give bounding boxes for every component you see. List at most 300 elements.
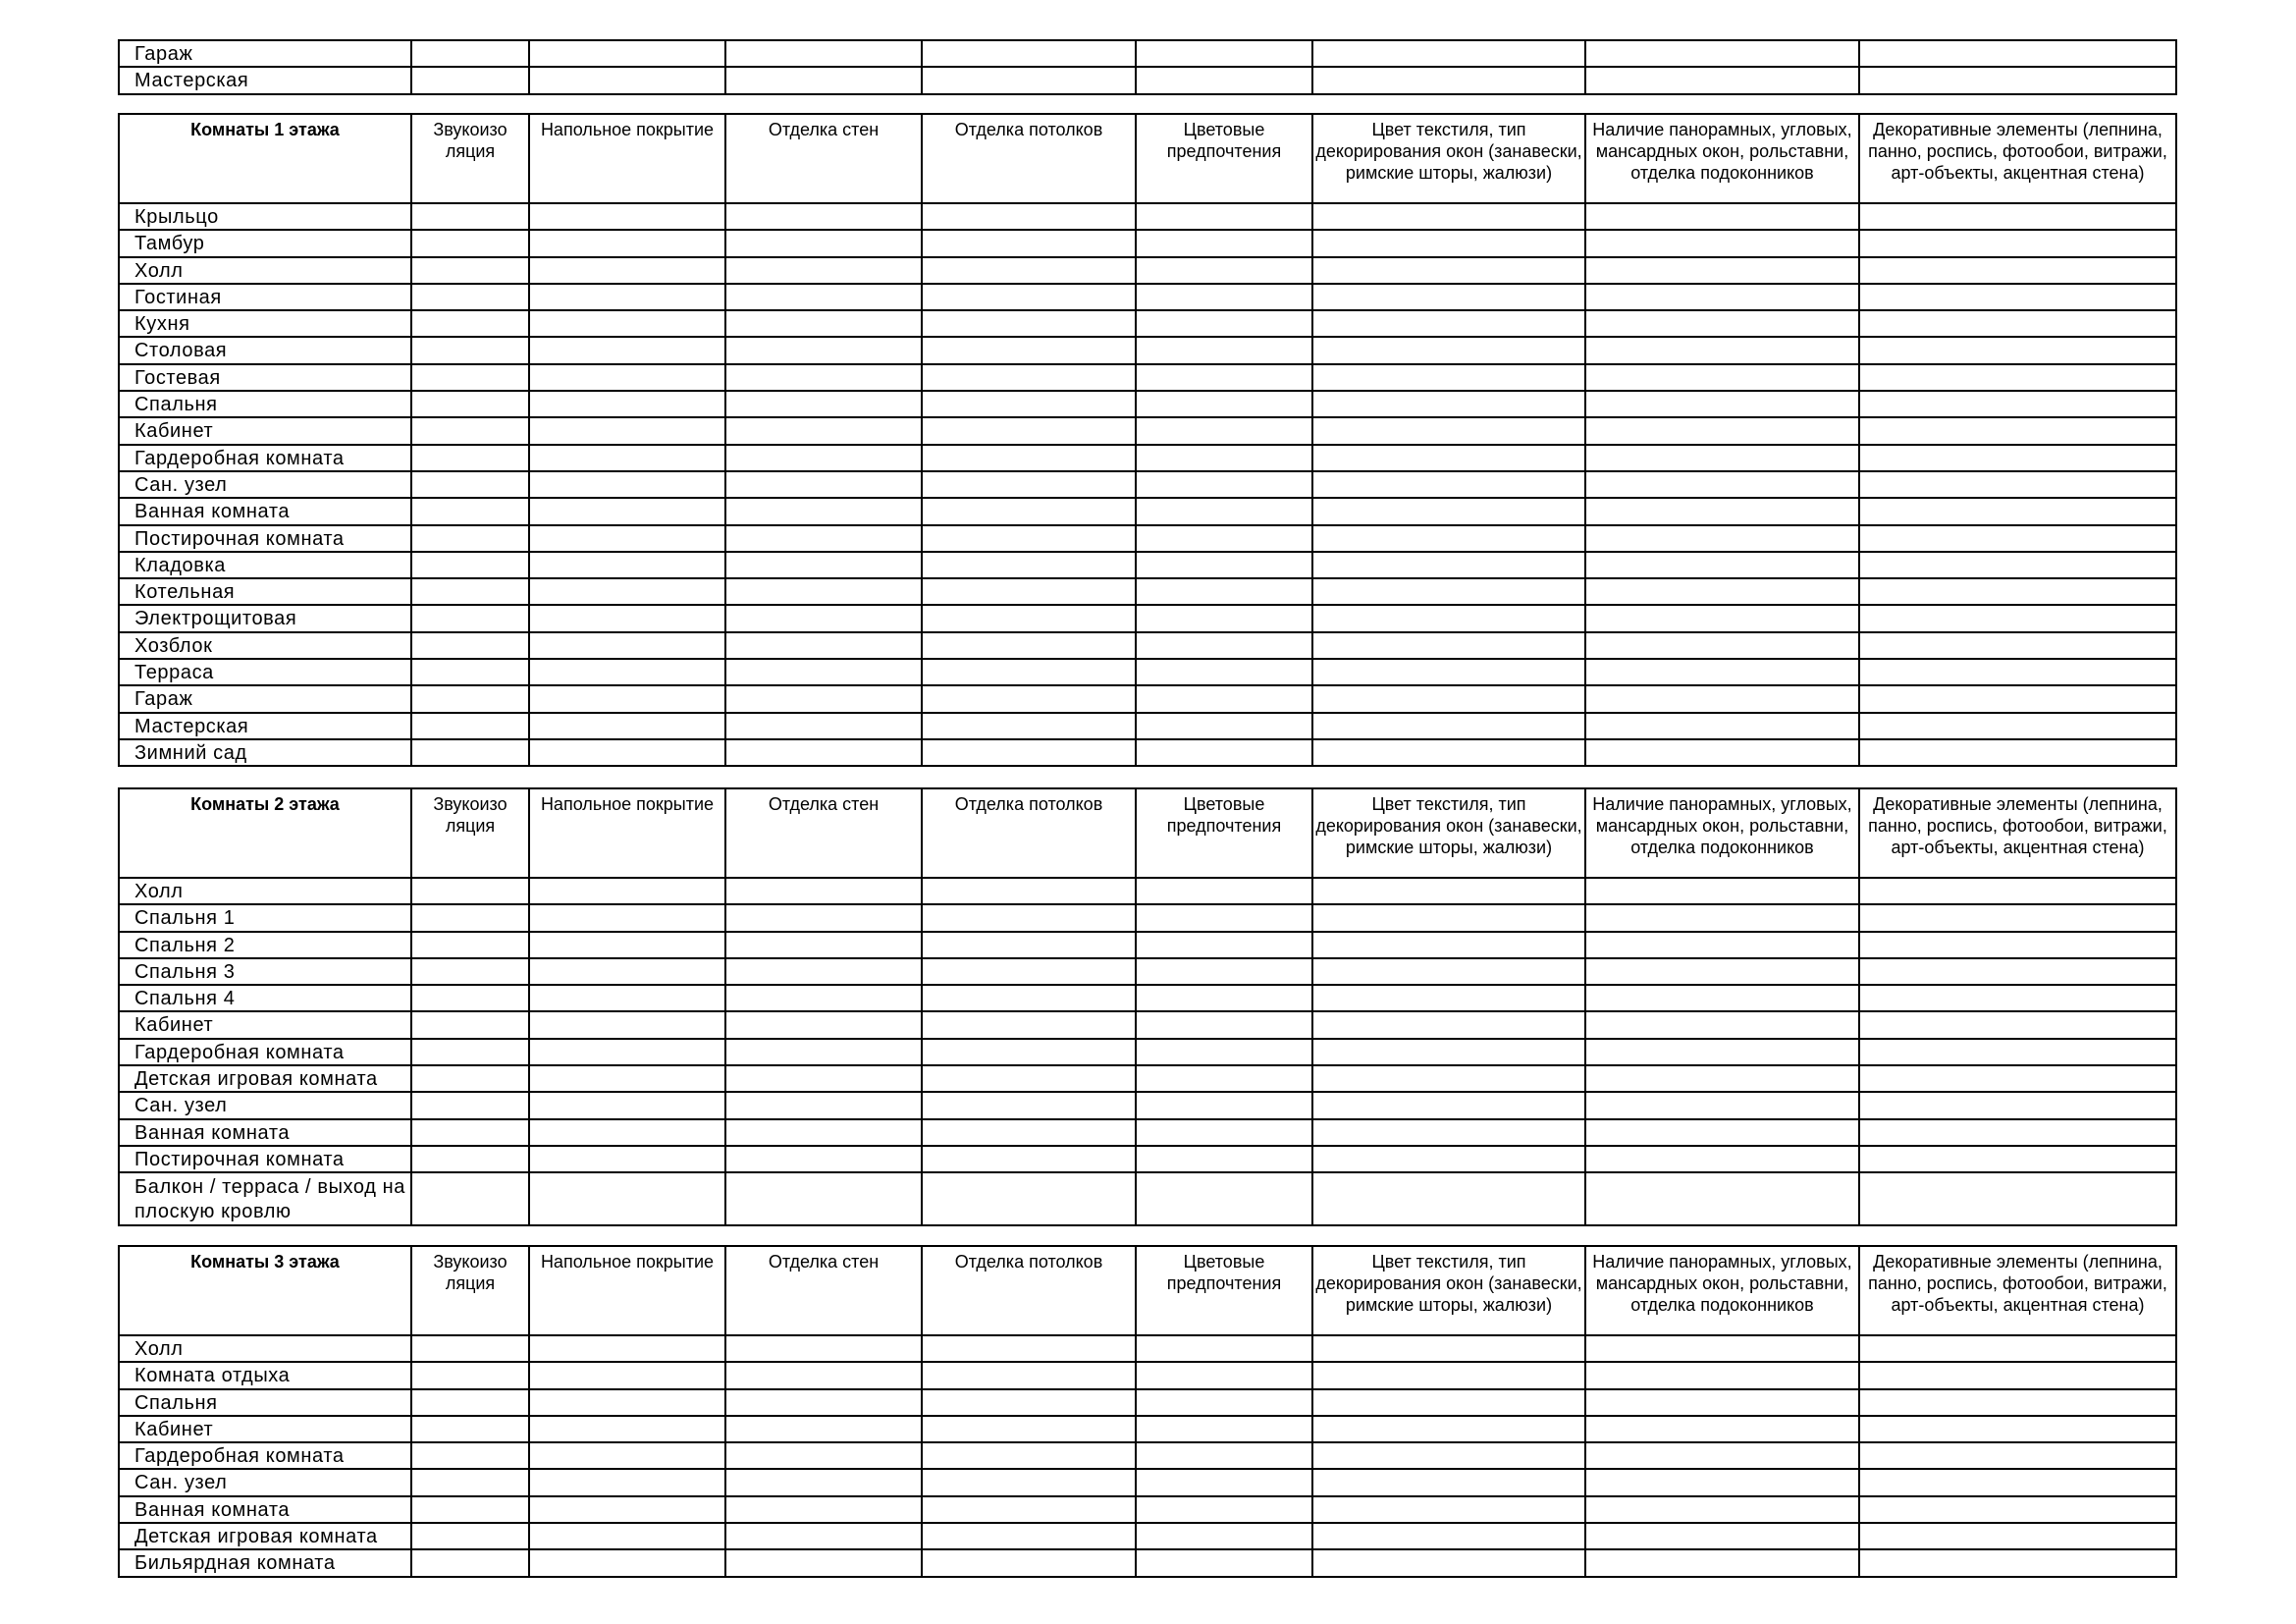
- table-cell[interactable]: [1585, 391, 1859, 417]
- table-cell[interactable]: [529, 1065, 725, 1092]
- table-cell[interactable]: [1136, 364, 1312, 391]
- table-cell[interactable]: [1312, 1549, 1585, 1576]
- table-cell[interactable]: [1312, 364, 1585, 391]
- table-cell[interactable]: [1585, 1362, 1859, 1388]
- table-cell[interactable]: [1136, 498, 1312, 524]
- table-cell[interactable]: [1136, 578, 1312, 605]
- table-cell[interactable]: [725, 958, 922, 985]
- table-cell[interactable]: [529, 1039, 725, 1065]
- table-cell[interactable]: [922, 552, 1136, 578]
- table-cell[interactable]: [922, 685, 1136, 712]
- table-cell[interactable]: [1859, 985, 2176, 1011]
- table-cell[interactable]: [1859, 337, 2176, 363]
- table-cell[interactable]: [1312, 659, 1585, 685]
- table-cell[interactable]: [1585, 1092, 1859, 1118]
- table-cell[interactable]: [1312, 932, 1585, 958]
- table-cell[interactable]: [1585, 552, 1859, 578]
- table-cell[interactable]: [1585, 1469, 1859, 1495]
- table-cell[interactable]: [1312, 739, 1585, 766]
- table-cell[interactable]: [725, 230, 922, 256]
- table-cell[interactable]: [1859, 932, 2176, 958]
- table-cell[interactable]: [1136, 1389, 1312, 1416]
- table-cell[interactable]: [1136, 1039, 1312, 1065]
- table-cell[interactable]: [1585, 230, 1859, 256]
- table-cell[interactable]: [1136, 525, 1312, 552]
- table-cell[interactable]: [411, 1092, 529, 1118]
- table-cell[interactable]: [1136, 878, 1312, 904]
- table-cell[interactable]: [725, 552, 922, 578]
- table-cell[interactable]: [1136, 1335, 1312, 1362]
- table-cell[interactable]: [411, 985, 529, 1011]
- table-cell[interactable]: [725, 1119, 922, 1146]
- table-cell[interactable]: [1312, 713, 1585, 739]
- table-cell[interactable]: [529, 739, 725, 766]
- table-cell[interactable]: [725, 284, 922, 310]
- table-cell[interactable]: [411, 659, 529, 685]
- table-cell[interactable]: [1136, 739, 1312, 766]
- table-cell[interactable]: [529, 310, 725, 337]
- table-cell[interactable]: [529, 1119, 725, 1146]
- table-cell[interactable]: [529, 1092, 725, 1118]
- table-cell[interactable]: [1585, 1039, 1859, 1065]
- table-cell[interactable]: [922, 1523, 1136, 1549]
- table-cell[interactable]: [1585, 1172, 1859, 1225]
- table-cell[interactable]: [529, 1146, 725, 1172]
- table-cell[interactable]: [725, 739, 922, 766]
- table-cell[interactable]: [725, 1523, 922, 1549]
- table-cell[interactable]: [725, 1389, 922, 1416]
- table-cell[interactable]: [1136, 685, 1312, 712]
- table-cell[interactable]: [1136, 391, 1312, 417]
- table-cell[interactable]: [922, 1362, 1136, 1388]
- table-cell[interactable]: [411, 1172, 529, 1225]
- table-cell[interactable]: [411, 1442, 529, 1469]
- table-cell[interactable]: [1859, 1416, 2176, 1442]
- table-cell[interactable]: [1859, 578, 2176, 605]
- table-cell[interactable]: [411, 1065, 529, 1092]
- table-cell[interactable]: [529, 904, 725, 931]
- table-cell[interactable]: [1585, 578, 1859, 605]
- table-cell[interactable]: [725, 257, 922, 284]
- table-cell[interactable]: [1312, 471, 1585, 498]
- table-cell[interactable]: [1136, 1442, 1312, 1469]
- table-cell[interactable]: [529, 1496, 725, 1523]
- table-cell[interactable]: [1585, 310, 1859, 337]
- table-cell[interactable]: [725, 685, 922, 712]
- table-cell[interactable]: [411, 417, 529, 444]
- table-cell[interactable]: [922, 1039, 1136, 1065]
- table-cell[interactable]: [411, 739, 529, 766]
- table-cell[interactable]: [1585, 1065, 1859, 1092]
- table-cell[interactable]: [529, 67, 725, 93]
- table-cell[interactable]: [1312, 391, 1585, 417]
- table-cell[interactable]: [1136, 230, 1312, 256]
- table-cell[interactable]: [1136, 471, 1312, 498]
- table-cell[interactable]: [411, 203, 529, 230]
- table-cell[interactable]: [1136, 632, 1312, 659]
- table-cell[interactable]: [411, 1362, 529, 1388]
- table-cell[interactable]: [1859, 1039, 2176, 1065]
- table-cell[interactable]: [725, 713, 922, 739]
- table-cell[interactable]: [725, 337, 922, 363]
- table-cell[interactable]: [1585, 605, 1859, 631]
- table-cell[interactable]: [411, 257, 529, 284]
- table-cell[interactable]: [1859, 525, 2176, 552]
- table-cell[interactable]: [1585, 659, 1859, 685]
- table-cell[interactable]: [922, 203, 1136, 230]
- table-cell[interactable]: [1585, 904, 1859, 931]
- table-cell[interactable]: [1312, 878, 1585, 904]
- table-cell[interactable]: [411, 1335, 529, 1362]
- table-cell[interactable]: [1136, 203, 1312, 230]
- table-cell[interactable]: [1585, 498, 1859, 524]
- table-cell[interactable]: [529, 498, 725, 524]
- table-cell[interactable]: [725, 445, 922, 471]
- table-cell[interactable]: [725, 605, 922, 631]
- table-cell[interactable]: [1312, 525, 1585, 552]
- table-cell[interactable]: [1312, 445, 1585, 471]
- table-cell[interactable]: [725, 659, 922, 685]
- table-cell[interactable]: [1859, 391, 2176, 417]
- table-cell[interactable]: [922, 632, 1136, 659]
- table-cell[interactable]: [1859, 1469, 2176, 1495]
- table-cell[interactable]: [411, 310, 529, 337]
- table-cell[interactable]: [1312, 552, 1585, 578]
- table-cell[interactable]: [725, 498, 922, 524]
- table-cell[interactable]: [1859, 632, 2176, 659]
- table-cell[interactable]: [529, 337, 725, 363]
- table-cell[interactable]: [1859, 230, 2176, 256]
- table-cell[interactable]: [1585, 1011, 1859, 1038]
- table-cell[interactable]: [1859, 1011, 2176, 1038]
- table-cell[interactable]: [1136, 958, 1312, 985]
- table-cell[interactable]: [1312, 985, 1585, 1011]
- table-cell[interactable]: [1859, 67, 2176, 93]
- table-cell[interactable]: [922, 605, 1136, 631]
- table-cell[interactable]: [922, 284, 1136, 310]
- table-cell[interactable]: [922, 1469, 1136, 1495]
- table-cell[interactable]: [1136, 1146, 1312, 1172]
- table-cell[interactable]: [529, 985, 725, 1011]
- table-cell[interactable]: [1136, 904, 1312, 931]
- table-cell[interactable]: [1585, 1119, 1859, 1146]
- table-cell[interactable]: [1312, 1065, 1585, 1092]
- table-cell[interactable]: [1859, 1389, 2176, 1416]
- table-cell[interactable]: [1312, 1092, 1585, 1118]
- table-cell[interactable]: [1312, 1389, 1585, 1416]
- table-cell[interactable]: [725, 1172, 922, 1225]
- table-cell[interactable]: [725, 1442, 922, 1469]
- table-cell[interactable]: [1312, 605, 1585, 631]
- table-cell[interactable]: [922, 1496, 1136, 1523]
- table-cell[interactable]: [1312, 337, 1585, 363]
- table-cell[interactable]: [1585, 445, 1859, 471]
- table-cell[interactable]: [922, 1335, 1136, 1362]
- table-cell[interactable]: [411, 284, 529, 310]
- table-cell[interactable]: [1859, 659, 2176, 685]
- table-cell[interactable]: [922, 310, 1136, 337]
- table-cell[interactable]: [1585, 1416, 1859, 1442]
- table-cell[interactable]: [411, 605, 529, 631]
- table-cell[interactable]: [1585, 1496, 1859, 1523]
- table-cell[interactable]: [411, 40, 529, 67]
- table-cell[interactable]: [1859, 257, 2176, 284]
- table-cell[interactable]: [1859, 958, 2176, 985]
- table-cell[interactable]: [725, 1362, 922, 1388]
- table-cell[interactable]: [1312, 203, 1585, 230]
- table-cell[interactable]: [725, 67, 922, 93]
- table-cell[interactable]: [1585, 1523, 1859, 1549]
- table-cell[interactable]: [922, 1416, 1136, 1442]
- table-cell[interactable]: [529, 605, 725, 631]
- table-cell[interactable]: [1859, 203, 2176, 230]
- table-cell[interactable]: [529, 471, 725, 498]
- table-cell[interactable]: [1585, 985, 1859, 1011]
- table-cell[interactable]: [529, 40, 725, 67]
- table-cell[interactable]: [529, 685, 725, 712]
- table-cell[interactable]: [1136, 1011, 1312, 1038]
- table-cell[interactable]: [725, 40, 922, 67]
- table-cell[interactable]: [411, 1146, 529, 1172]
- table-cell[interactable]: [1585, 1389, 1859, 1416]
- table-cell[interactable]: [1859, 310, 2176, 337]
- table-cell[interactable]: [922, 257, 1136, 284]
- table-cell[interactable]: [411, 1549, 529, 1576]
- table-cell[interactable]: [1585, 632, 1859, 659]
- table-cell[interactable]: [1312, 578, 1585, 605]
- table-cell[interactable]: [529, 878, 725, 904]
- table-cell[interactable]: [1585, 713, 1859, 739]
- table-cell[interactable]: [1136, 932, 1312, 958]
- table-cell[interactable]: [1859, 1335, 2176, 1362]
- table-cell[interactable]: [1585, 67, 1859, 93]
- table-cell[interactable]: [1136, 257, 1312, 284]
- table-cell[interactable]: [1136, 1092, 1312, 1118]
- table-cell[interactable]: [1585, 284, 1859, 310]
- table-cell[interactable]: [922, 1549, 1136, 1576]
- table-cell[interactable]: [1859, 878, 2176, 904]
- table-cell[interactable]: [411, 713, 529, 739]
- table-cell[interactable]: [725, 932, 922, 958]
- table-cell[interactable]: [411, 230, 529, 256]
- table-cell[interactable]: [411, 878, 529, 904]
- table-cell[interactable]: [529, 713, 725, 739]
- table-cell[interactable]: [922, 230, 1136, 256]
- table-cell[interactable]: [725, 878, 922, 904]
- table-cell[interactable]: [529, 932, 725, 958]
- table-cell[interactable]: [725, 1039, 922, 1065]
- table-cell[interactable]: [529, 391, 725, 417]
- table-cell[interactable]: [529, 578, 725, 605]
- table-cell[interactable]: [1859, 739, 2176, 766]
- table-cell[interactable]: [1136, 659, 1312, 685]
- table-cell[interactable]: [1859, 1092, 2176, 1118]
- table-cell[interactable]: [411, 67, 529, 93]
- table-cell[interactable]: [725, 1496, 922, 1523]
- table-cell[interactable]: [1312, 1146, 1585, 1172]
- table-cell[interactable]: [725, 1469, 922, 1495]
- table-cell[interactable]: [922, 337, 1136, 363]
- table-cell[interactable]: [1859, 40, 2176, 67]
- table-cell[interactable]: [1585, 878, 1859, 904]
- table-cell[interactable]: [529, 1523, 725, 1549]
- table-cell[interactable]: [922, 525, 1136, 552]
- table-cell[interactable]: [922, 659, 1136, 685]
- table-cell[interactable]: [1136, 1549, 1312, 1576]
- table-cell[interactable]: [1312, 1011, 1585, 1038]
- table-cell[interactable]: [529, 1469, 725, 1495]
- table-cell[interactable]: [529, 632, 725, 659]
- table-cell[interactable]: [411, 958, 529, 985]
- table-cell[interactable]: [1585, 525, 1859, 552]
- table-cell[interactable]: [725, 1416, 922, 1442]
- table-cell[interactable]: [529, 1172, 725, 1225]
- table-cell[interactable]: [529, 1416, 725, 1442]
- table-cell[interactable]: [922, 985, 1136, 1011]
- table-cell[interactable]: [725, 417, 922, 444]
- table-cell[interactable]: [411, 1416, 529, 1442]
- table-cell[interactable]: [529, 257, 725, 284]
- table-cell[interactable]: [1859, 605, 2176, 631]
- table-cell[interactable]: [725, 391, 922, 417]
- table-cell[interactable]: [1136, 40, 1312, 67]
- table-cell[interactable]: [1312, 1469, 1585, 1495]
- table-cell[interactable]: [725, 632, 922, 659]
- table-cell[interactable]: [411, 632, 529, 659]
- table-cell[interactable]: [529, 552, 725, 578]
- table-cell[interactable]: [1312, 1172, 1585, 1225]
- table-cell[interactable]: [1859, 364, 2176, 391]
- table-cell[interactable]: [1136, 310, 1312, 337]
- table-cell[interactable]: [529, 445, 725, 471]
- table-cell[interactable]: [1312, 40, 1585, 67]
- table-cell[interactable]: [1136, 284, 1312, 310]
- table-cell[interactable]: [725, 1549, 922, 1576]
- table-cell[interactable]: [922, 1172, 1136, 1225]
- table-cell[interactable]: [1859, 552, 2176, 578]
- table-cell[interactable]: [411, 337, 529, 363]
- table-cell[interactable]: [411, 1496, 529, 1523]
- table-cell[interactable]: [1859, 1362, 2176, 1388]
- table-cell[interactable]: [1859, 685, 2176, 712]
- table-cell[interactable]: [1136, 605, 1312, 631]
- table-cell[interactable]: [922, 391, 1136, 417]
- table-cell[interactable]: [1585, 471, 1859, 498]
- table-cell[interactable]: [725, 578, 922, 605]
- table-cell[interactable]: [1859, 417, 2176, 444]
- table-cell[interactable]: [1585, 417, 1859, 444]
- table-cell[interactable]: [529, 659, 725, 685]
- table-cell[interactable]: [922, 1092, 1136, 1118]
- table-cell[interactable]: [1859, 498, 2176, 524]
- table-cell[interactable]: [922, 1065, 1136, 1092]
- table-cell[interactable]: [411, 1469, 529, 1495]
- table-cell[interactable]: [1312, 417, 1585, 444]
- table-cell[interactable]: [922, 498, 1136, 524]
- table-cell[interactable]: [1859, 1496, 2176, 1523]
- table-cell[interactable]: [411, 932, 529, 958]
- table-cell[interactable]: [411, 1523, 529, 1549]
- table-cell[interactable]: [1136, 1362, 1312, 1388]
- table-cell[interactable]: [922, 932, 1136, 958]
- table-cell[interactable]: [725, 1092, 922, 1118]
- table-cell[interactable]: [1312, 230, 1585, 256]
- table-cell[interactable]: [725, 471, 922, 498]
- table-cell[interactable]: [922, 878, 1136, 904]
- table-cell[interactable]: [529, 1442, 725, 1469]
- table-cell[interactable]: [1585, 337, 1859, 363]
- table-cell[interactable]: [1859, 284, 2176, 310]
- table-cell[interactable]: [1312, 284, 1585, 310]
- table-cell[interactable]: [1312, 1335, 1585, 1362]
- table-cell[interactable]: [1312, 1362, 1585, 1388]
- table-cell[interactable]: [1312, 1416, 1585, 1442]
- table-cell[interactable]: [529, 364, 725, 391]
- table-cell[interactable]: [529, 203, 725, 230]
- table-cell[interactable]: [1136, 713, 1312, 739]
- table-cell[interactable]: [725, 310, 922, 337]
- table-cell[interactable]: [1312, 685, 1585, 712]
- table-cell[interactable]: [529, 1549, 725, 1576]
- table-cell[interactable]: [411, 1389, 529, 1416]
- table-cell[interactable]: [529, 1335, 725, 1362]
- table-cell[interactable]: [1859, 1119, 2176, 1146]
- table-cell[interactable]: [1312, 1496, 1585, 1523]
- table-cell[interactable]: [1136, 552, 1312, 578]
- table-cell[interactable]: [1585, 932, 1859, 958]
- table-cell[interactable]: [1585, 958, 1859, 985]
- table-cell[interactable]: [922, 1146, 1136, 1172]
- table-cell[interactable]: [922, 417, 1136, 444]
- table-cell[interactable]: [411, 552, 529, 578]
- table-cell[interactable]: [1312, 1119, 1585, 1146]
- table-cell[interactable]: [529, 525, 725, 552]
- table-cell[interactable]: [1585, 1146, 1859, 1172]
- table-cell[interactable]: [1136, 1496, 1312, 1523]
- table-cell[interactable]: [1136, 1469, 1312, 1495]
- table-cell[interactable]: [1585, 1442, 1859, 1469]
- table-cell[interactable]: [922, 471, 1136, 498]
- table-cell[interactable]: [725, 1146, 922, 1172]
- table-cell[interactable]: [922, 713, 1136, 739]
- table-cell[interactable]: [529, 417, 725, 444]
- table-cell[interactable]: [1585, 1335, 1859, 1362]
- table-cell[interactable]: [411, 498, 529, 524]
- table-cell[interactable]: [1859, 1146, 2176, 1172]
- table-cell[interactable]: [1312, 257, 1585, 284]
- table-cell[interactable]: [411, 445, 529, 471]
- table-cell[interactable]: [1136, 1416, 1312, 1442]
- table-cell[interactable]: [725, 985, 922, 1011]
- table-cell[interactable]: [922, 40, 1136, 67]
- table-cell[interactable]: [411, 391, 529, 417]
- table-cell[interactable]: [1136, 985, 1312, 1011]
- table-cell[interactable]: [1136, 1523, 1312, 1549]
- table-cell[interactable]: [1585, 1549, 1859, 1576]
- table-cell[interactable]: [922, 1011, 1136, 1038]
- table-cell[interactable]: [1312, 310, 1585, 337]
- table-cell[interactable]: [922, 445, 1136, 471]
- table-cell[interactable]: [1859, 1549, 2176, 1576]
- table-cell[interactable]: [411, 364, 529, 391]
- table-cell[interactable]: [922, 578, 1136, 605]
- table-cell[interactable]: [725, 1065, 922, 1092]
- table-cell[interactable]: [725, 203, 922, 230]
- table-cell[interactable]: [1585, 685, 1859, 712]
- table-cell[interactable]: [725, 1011, 922, 1038]
- table-cell[interactable]: [411, 471, 529, 498]
- table-cell[interactable]: [529, 1389, 725, 1416]
